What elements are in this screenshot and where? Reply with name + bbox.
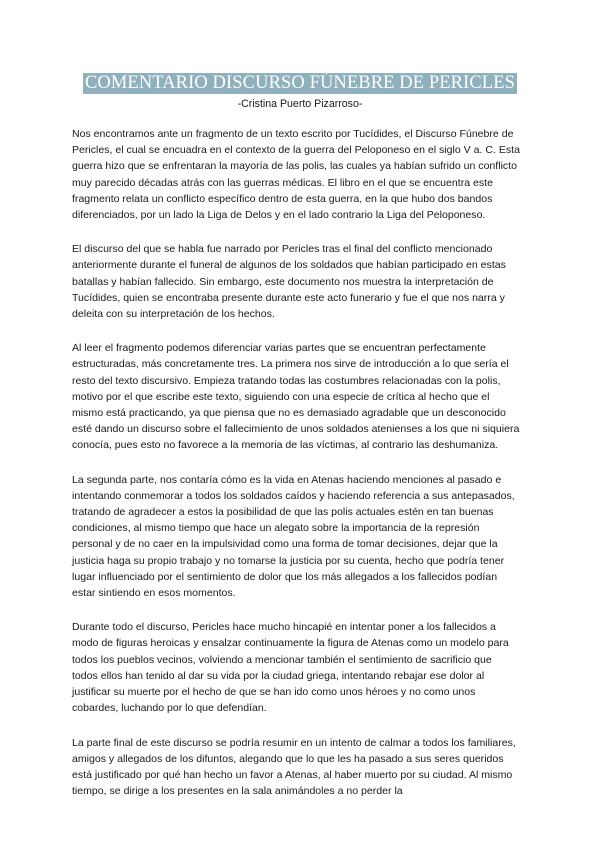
paragraph-3: Al leer el fragmento podemos diferenciar varias partes que se encuentran perfectamente estructuradas, más concretamente tres. La primera nos sirve de introducción a lo que sería el resto del texto discursivo. Empieza tratando todas las costumbres relacionadas con la polis, motivo por el que escribe este texto, siguiendo con una especie de crítica al hecho que el mismo está practicando, ya que piensa que no es demasiado agradable que un desconocido esté dando un discurso sobre el fallecimiento de unos soldados atenienses a los que ni siquiera conocía, pues esto no favorece a la memoria de las víctimas, al contrario las deshumaniza. bbox=[72, 342, 520, 452]
paragraph-2: El discurso del que se habla fue narrado por Pericles tras el final del conflicto mencionado anteriormente durante el funeral de algunos de los soldados que habían participado en estas batallas y habían fallecido. Sin embargo, este documento nos muestra la interpretación de Tucídides, quien se encontraba presente durante este acto funerario y fue el que nos narra y deleita con su interpretación de los hechos. bbox=[72, 243, 506, 321]
document-title: COMENTARIO DISCURSO FÚNEBRE DE PERICLES bbox=[84, 73, 515, 93]
paragraph-1: Nos encontramos ante un fragmento de un texto escrito por Tucídides, el Discurso Fúnebre de Pericles, el cual se encuadra en el contexto de la guerra del Peloponeso en el siglo V a. C. Esta guerra hizo que se enfrentaran la mayoría de las polis, las cuales ya habían sufrido un conflicto muy parecido décadas atrás con las guerras médicas. El libro en el que se encuentra este fragmento relata un conflicto específico dentro de esta guerra, en la que hubo dos bandos diferenciados, por un lado la Liga de Delos y en el lado contrario la Liga del Peloponeso. bbox=[72, 128, 520, 222]
paragraph-6: La parte final de este discurso se podría resumir en un intento de calmar a todos los familiares, amigos y allegados de los difuntos, alegando que lo que les ha pasado a sus seres queridos está justificado por qué han hecho un favor a Atenas, al haber muerto por su ciudad. Al mismo tiempo, se dirige a los presentes en la sala animándoles a no perder la bbox=[72, 736, 516, 798]
document-author: -Cristina Puerto Pizarroso- bbox=[237, 98, 363, 110]
paragraph-5: Durante todo el discurso, Pericles hace mucho hincapié en intentar poner a los fallecidos a modo de figuras heroicas y ensalzar continuamente la figura de Atenas como un modelo para todos los pueblos vecinos, volviendo a mencionar también el sentimiento de sacrificio que todos ellos han tenido al dar su vida por la ciudad griega, intentando rebajar ese dolor al justificar su muerte por el hecho de que se han ido como unos héroes y no como unos cobardes, luchando por lo que defendían. bbox=[72, 621, 509, 715]
document-body bbox=[72, 126, 520, 817]
paragraph-4: La segunda parte, nos contaría cómo es la vida en Atenas haciendo menciones al pasado e intentando conmemorar a todos los soldados caídos y haciendo referencia a sus antepasados, tratando de agradecer a estos la posibilidad de que las polis actuales estén en tan buenas condiciones, al mismo tiempo que hace un alegato sobre la importancia de la represión personal y de no caer en la impulsividad como una forma de tomar decisiones, dejar que la justicia haga su propio trabajo y no tomarse la justicia por su cuenta, hecho que podría tener lugar influenciado por el sentimiento de dolor que los más allegados a los fallecidos podían estar sintiendo en esos momentos. bbox=[72, 473, 515, 600]
title-container bbox=[0, 73, 600, 94]
